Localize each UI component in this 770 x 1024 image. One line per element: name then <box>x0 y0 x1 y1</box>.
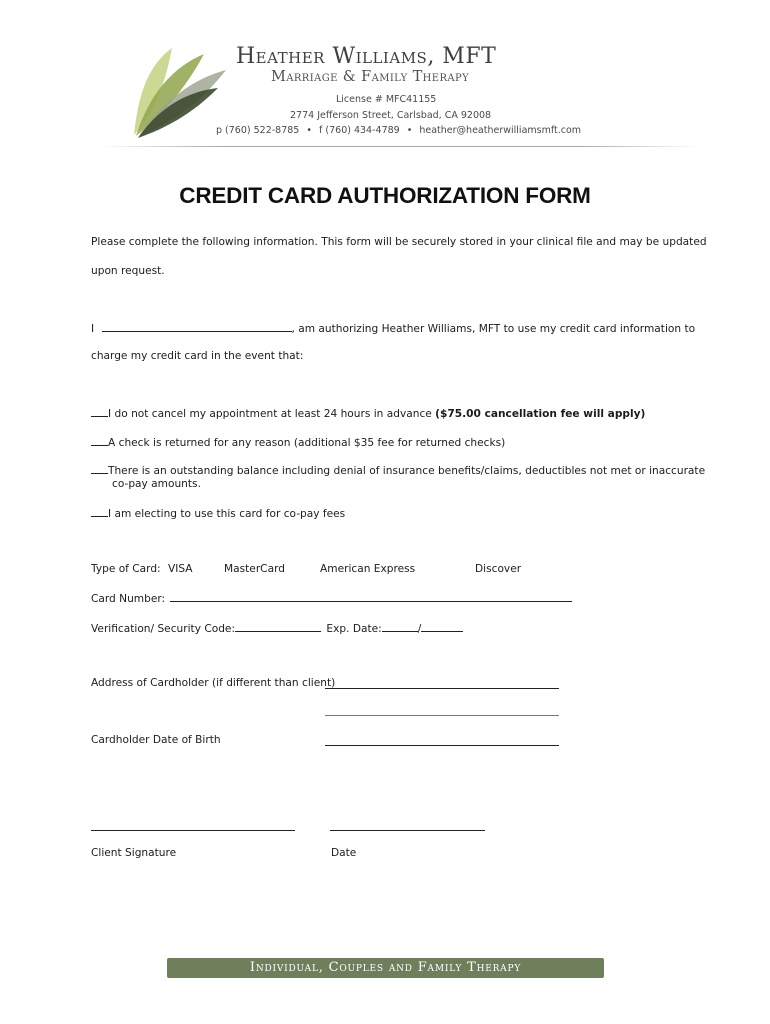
header-divider <box>100 146 700 147</box>
cardholder-address-label: Address of Cardholder (if different than client) <box>91 677 336 689</box>
license-number: License # MFC41155 <box>336 94 437 105</box>
exp-date-separator: / <box>417 623 422 635</box>
authorization-prefix: I <box>91 323 95 335</box>
practice-name: Heather Williams, MFT <box>236 44 497 69</box>
condition-checkbox[interactable] <box>91 463 108 474</box>
cardholder-address-field-2[interactable] <box>325 715 559 716</box>
condition-checkbox[interactable] <box>91 506 108 517</box>
authorization-line-2: charge my credit card in the event that: <box>91 350 304 362</box>
condition-emphasis: ($75.00 cancellation fee will apply) <box>435 408 646 420</box>
condition-continuation: co-pay amounts. <box>112 478 201 490</box>
cardholder-dob-field[interactable] <box>325 745 559 746</box>
client-signature-label: Client Signature <box>91 847 177 859</box>
condition-text: I do not cancel my appointment at least 24 hours in advance <box>108 408 432 420</box>
cardholder-name-field[interactable] <box>102 321 292 332</box>
footer-banner: Individual, Couples and Family Therapy <box>167 958 604 978</box>
authorization-line <box>91 321 695 335</box>
card-type-mastercard[interactable]: MasterCard <box>224 563 285 575</box>
card-type-discover[interactable]: Discover <box>475 563 522 575</box>
card-number-row <box>91 591 572 605</box>
cardholder-address-field[interactable] <box>325 688 559 689</box>
intro-line-1: Please complete the following information. This form will be securely stored in your clinical file and may be updated <box>91 236 707 248</box>
client-signature-field[interactable] <box>91 830 295 831</box>
condition-item <box>91 435 505 449</box>
email-address: heather@heatherwilliamsmft.com <box>419 125 582 136</box>
practice-address: 2774 Jefferson Street, Carlsbad, CA 92008 <box>290 110 492 121</box>
practice-subtitle: Marriage & Family Therapy <box>271 69 470 85</box>
authorization-suffix: , am authorizing Heather Williams, MFT to use my credit card information to <box>291 323 696 335</box>
phone-number: p (760) 522-8785 <box>216 125 300 136</box>
intro-line-2: upon request. <box>91 265 165 277</box>
condition-text: There is an outstanding balance including denial of insurance benefits/claims, deductibles not met or inaccurate <box>108 465 706 477</box>
card-number-label: Card Number: <box>91 593 166 605</box>
condition-text: A check is returned for any reason (additional $35 fee for returned checks) <box>108 437 506 449</box>
condition-item <box>91 463 705 477</box>
signature-date-label: Date <box>331 847 357 859</box>
signature-date-field[interactable] <box>330 830 485 831</box>
security-exp-row <box>91 621 463 635</box>
card-type-amex[interactable]: American Express <box>320 563 416 575</box>
condition-checkbox[interactable] <box>91 406 108 417</box>
condition-text: I am electing to use this card for co-pay fees <box>108 508 346 520</box>
condition-item <box>91 506 345 520</box>
exp-date-label: Exp. Date: <box>326 623 382 635</box>
card-number-field[interactable] <box>170 591 572 602</box>
security-code-field[interactable] <box>235 621 321 632</box>
separator: • <box>406 125 413 136</box>
condition-item <box>91 406 645 420</box>
card-type-visa[interactable]: VISA <box>168 563 193 575</box>
contact-line <box>216 125 581 136</box>
cardholder-dob-label: Cardholder Date of Birth <box>91 734 221 746</box>
condition-checkbox[interactable] <box>91 435 108 446</box>
security-code-label: Verification/ Security Code: <box>91 623 236 635</box>
exp-month-field[interactable] <box>382 621 418 632</box>
fax-number: f (760) 434-4789 <box>319 125 400 136</box>
card-type-label: Type of Card: <box>91 563 161 575</box>
separator: • <box>306 125 312 136</box>
exp-year-field[interactable] <box>421 621 463 632</box>
form-title: CREDIT CARD AUTHORIZATION FORM <box>179 183 591 208</box>
